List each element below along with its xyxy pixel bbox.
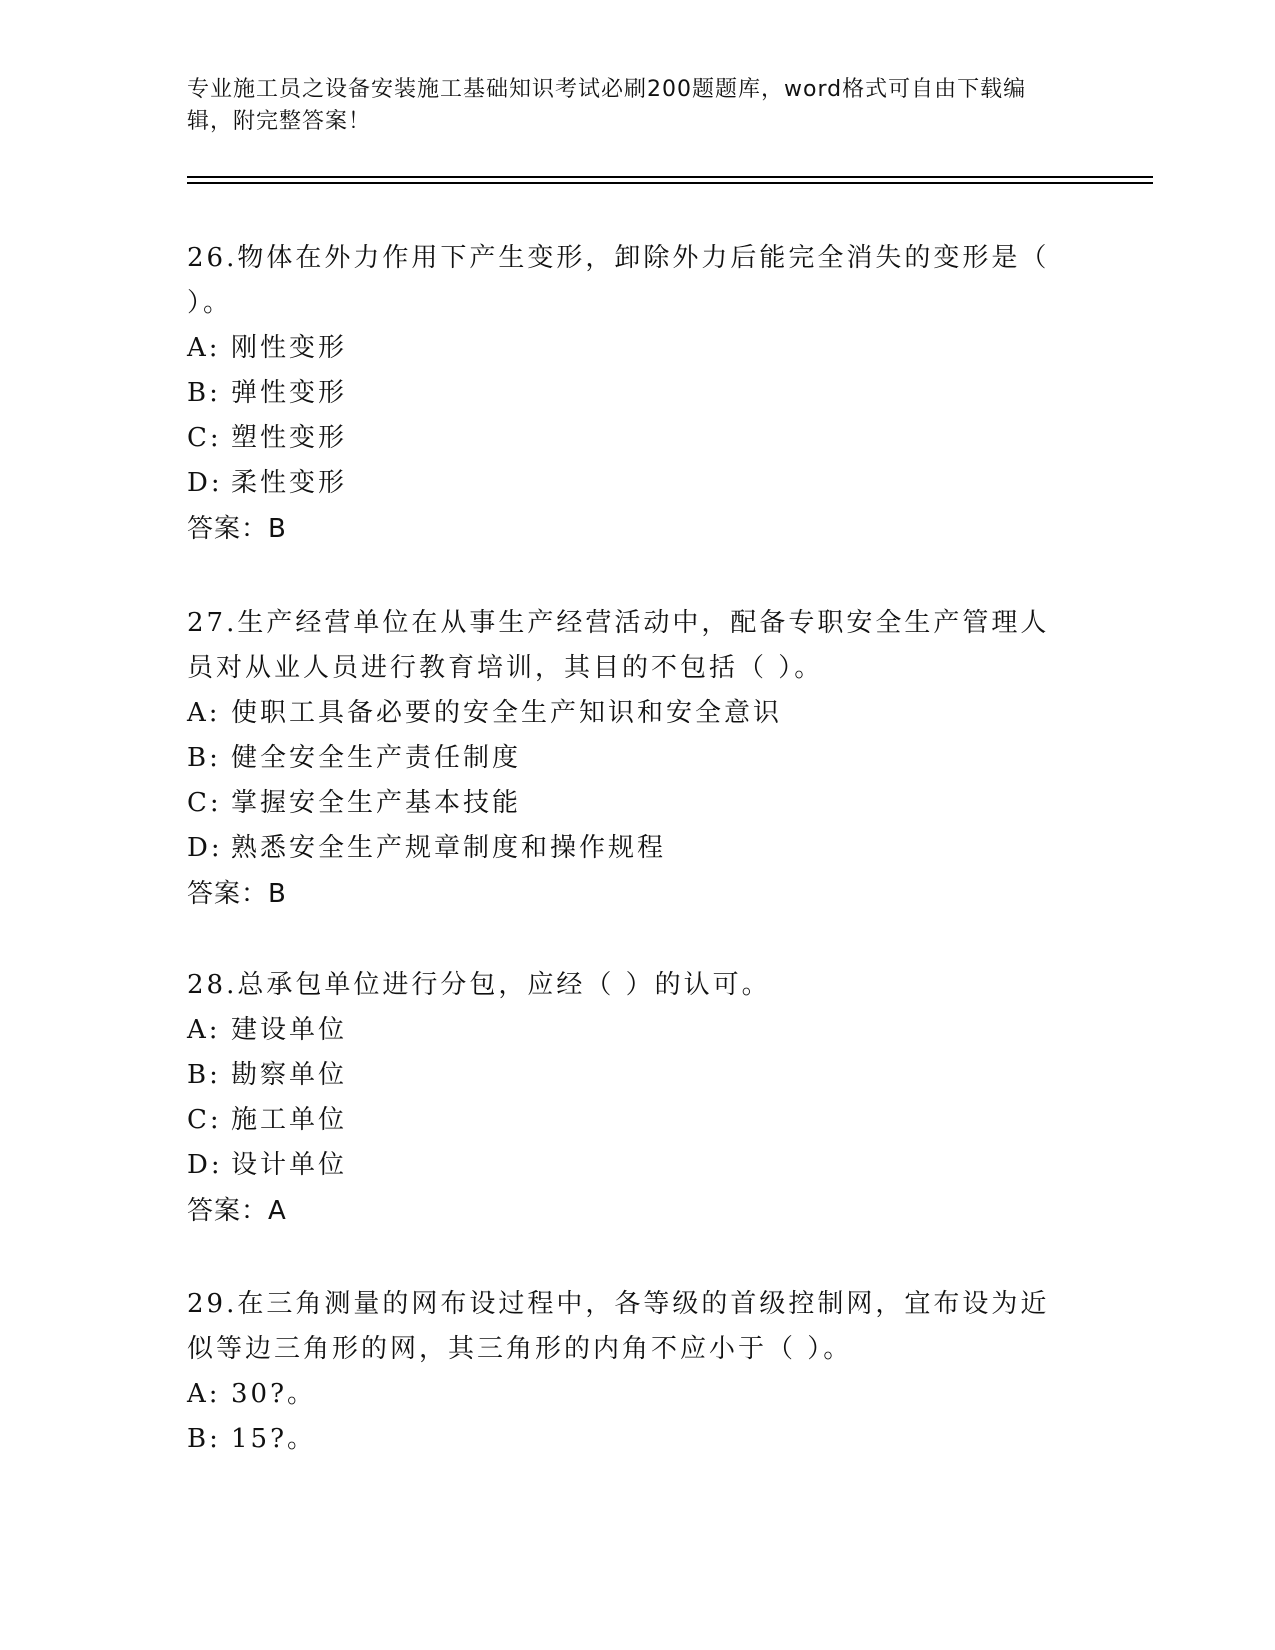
option-c (187, 1098, 1077, 1143)
question-26 (187, 236, 1077, 552)
option-text: 熟悉安全生产规章制度和操作规程 (231, 833, 667, 863)
option-d (187, 1143, 1077, 1188)
answer-value: B (268, 514, 287, 544)
answer-value: B (268, 879, 287, 909)
answer-label: 答案： (187, 514, 269, 544)
option-text: 柔性变形 (231, 468, 348, 498)
option-a (187, 691, 1077, 736)
option-letter: C: (187, 1105, 222, 1135)
answer-line (187, 506, 1077, 552)
option-c (187, 781, 1077, 826)
option-letter: A: (187, 698, 221, 728)
option-b (187, 371, 1077, 416)
option-text: 勘察单位 (231, 1060, 348, 1090)
option-text: 建设单位 (231, 1015, 348, 1045)
question-27 (187, 601, 1077, 917)
option-b (187, 736, 1077, 781)
answer-line (187, 1188, 1077, 1234)
question-29 (187, 1282, 1077, 1462)
answer-line (187, 871, 1077, 917)
option-letter: A: (187, 333, 221, 363)
option-text: 设计单位 (231, 1150, 348, 1180)
option-letter: C: (187, 788, 222, 818)
option-letter: D: (187, 1150, 223, 1180)
question-stem: 29.在三角测量的网布设过程中，各等级的首级控制网，宜布设为近似等边三角形的网，其三角形的内角不应小于（ ）。 (187, 1289, 1050, 1364)
option-b (187, 1053, 1077, 1098)
option-a (187, 1008, 1077, 1053)
header-divider-top (187, 176, 1153, 178)
option-text: 15?。 (231, 1424, 317, 1454)
option-letter: C: (187, 423, 222, 453)
option-text: 30?。 (231, 1379, 317, 1409)
option-text: 掌握安全生产基本技能 (231, 788, 522, 818)
option-letter: D: (187, 833, 223, 863)
option-d (187, 461, 1077, 506)
answer-label: 答案： (187, 879, 269, 909)
option-text: 塑性变形 (231, 423, 348, 453)
option-b (187, 1417, 1077, 1462)
question-28 (187, 963, 1077, 1234)
option-text: 弹性变形 (231, 378, 348, 408)
document-title: 专业施工员之设备安装施工基础知识考试必刷200题题库，word格式可自由下载编辑，附完整答案！ (187, 77, 1027, 134)
option-c (187, 416, 1077, 461)
option-a (187, 1372, 1077, 1417)
option-letter: D: (187, 468, 223, 498)
answer-value: A (268, 1196, 287, 1226)
option-text: 刚性变形 (231, 333, 348, 363)
option-letter: A: (187, 1379, 221, 1409)
option-letter: B: (187, 743, 221, 773)
option-letter: B: (187, 1060, 221, 1090)
question-stem: 28.总承包单位进行分包，应经（ ）的认可。 (187, 970, 771, 1000)
option-text: 使职工具备必要的安全生产知识和安全意识 (231, 698, 783, 728)
question-stem: 27.生产经营单位在从事生产经营活动中，配备专职安全生产管理人员对从业人员进行教育培训，其目的不包括（ ）。 (187, 608, 1050, 683)
option-a (187, 326, 1077, 371)
option-text: 施工单位 (231, 1105, 348, 1135)
header-divider-bottom (187, 182, 1153, 184)
option-d (187, 826, 1077, 871)
option-letter: B: (187, 1424, 221, 1454)
option-letter: B: (187, 378, 221, 408)
answer-label: 答案： (187, 1196, 269, 1226)
option-letter: A: (187, 1015, 221, 1045)
question-stem: 26.物体在外力作用下产生变形，卸除外力后能完全消失的变形是（ ）。 (187, 243, 1050, 318)
option-text: 健全安全生产责任制度 (231, 743, 522, 773)
